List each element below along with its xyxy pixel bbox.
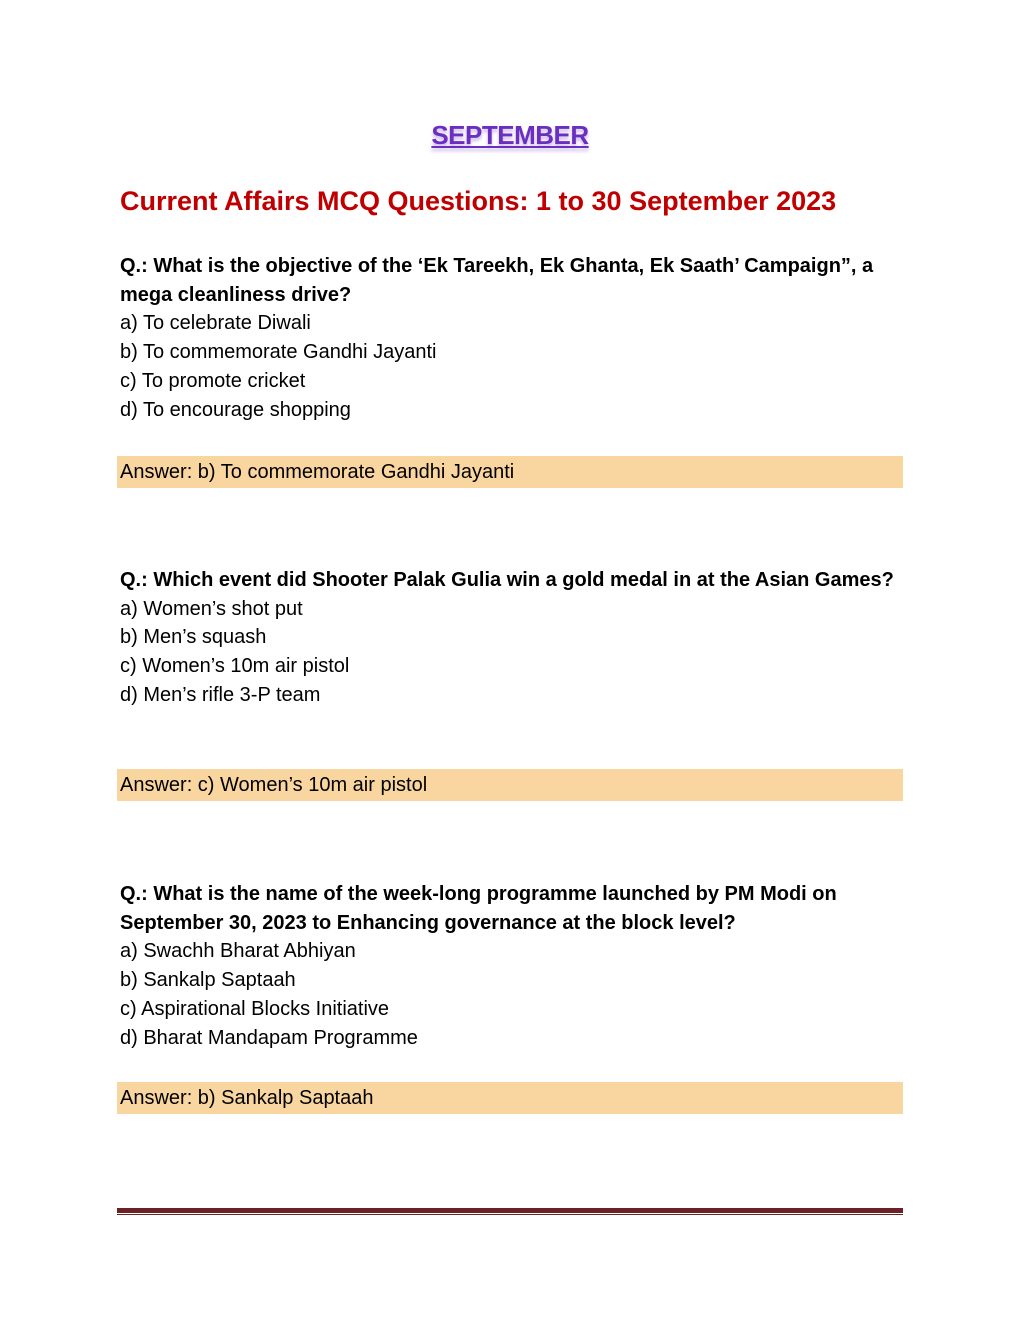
option: d) Men’s rifle 3-P team [120,683,321,706]
option: c) Women’s 10m air pistol [120,655,350,678]
answer-box: Answer: b) To commemorate Gandhi Jayanti [117,456,903,488]
option: b) Sankalp Saptaah [120,969,296,992]
footer-divider-thin [117,1214,903,1215]
month-heading: SEPTEMBER [431,120,589,150]
option: b) Men’s squash [120,626,267,649]
option: d) Bharat Mandapam Programme [120,1026,418,1049]
answer-box: Answer: c) Women’s 10m air pistol [117,769,903,801]
option: b) To commemorate Gandhi Jayanti [120,341,437,364]
option: c) To promote cricket [120,369,306,392]
question-text: Q.: What is the name of the week-long programme launched by PM Modi on September 30, 2023 to Enhancing governance at the block level? [120,883,837,934]
question-text: Q.: Which event did Shooter Palak Gulia win a gold medal in at the Asian Games? [120,569,894,591]
footer-divider [117,1208,903,1213]
answer-box: Answer: b) Sankalp Saptaah [117,1082,903,1114]
option: a) Swachh Bharat Abhiyan [120,940,356,963]
option: a) Women’s shot put [120,597,303,620]
option: c) Aspirational Blocks Initiative [120,997,390,1020]
question-text: Q.: What is the objective of the ‘Ek Tareekh, Ek Ghanta, Ek Saath’ Campaign”, a mega cleanliness drive? [120,255,874,306]
option: a) To celebrate Diwali [120,312,311,335]
question-block [120,252,900,424]
page-title: Current Affairs MCQ Questions: 1 to 30 September 2023 [120,186,837,216]
question-block [120,566,900,710]
option: d) To encourage shopping [120,398,351,421]
question-block [120,880,900,1052]
